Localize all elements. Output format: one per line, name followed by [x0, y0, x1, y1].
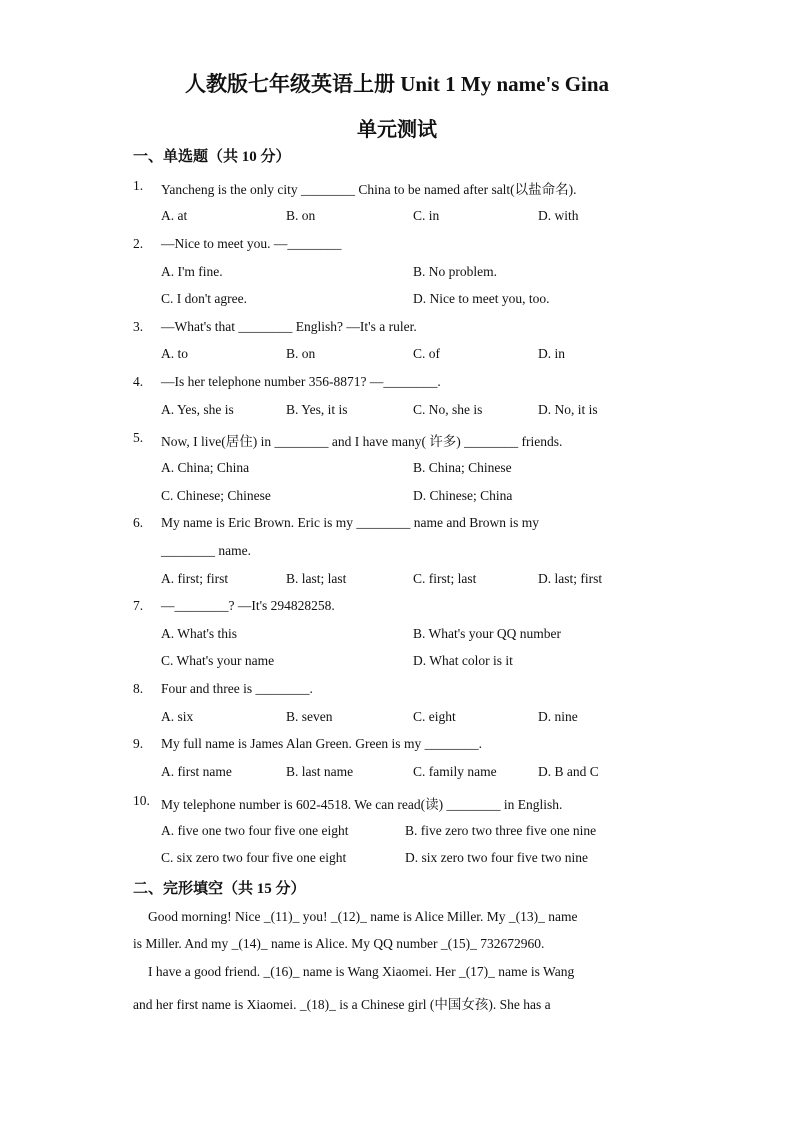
option-c: C. What's your name — [161, 653, 275, 668]
cloze-line: is Miller. And my _(14)_ name is Alice. My QQ number _(15)_ 732672960. — [133, 936, 545, 951]
option-a: A. first name — [161, 764, 232, 779]
option-d: D. Chinese; China — [413, 488, 513, 503]
question-stem: My telephone number is 602-4518. We can read(读) ________ in English. — [161, 797, 563, 812]
question-number: 3. — [133, 319, 144, 334]
option-c: C. first; last — [413, 571, 477, 586]
option-b: B. last; last — [286, 571, 347, 586]
question-number: 1. — [133, 178, 144, 193]
question-number: 4. — [133, 374, 144, 389]
question-stem: —Is her telephone number 356-8871? —________. — [161, 374, 441, 389]
option-b: B. What's your QQ number — [413, 626, 562, 641]
option-c: C. Chinese; Chinese — [161, 488, 271, 503]
question-number: 8. — [133, 681, 144, 696]
option-a: A. six — [161, 709, 194, 724]
option-a: A. What's this — [161, 626, 238, 641]
option-d: D. What color is it — [413, 653, 513, 668]
option-a: A. China; China — [161, 460, 250, 475]
question-number: 10. — [133, 793, 150, 808]
option-c: C. No, she is — [413, 402, 483, 417]
option-c: C. family name — [413, 764, 497, 779]
option-c: C. six zero two four five one eight — [161, 850, 347, 865]
cloze-line: and her first name is Xiaomei. _(18)_ is a Chinese girl (中国女孩). She has a — [133, 997, 551, 1012]
question-number: 9. — [133, 736, 144, 751]
question-stem-continued: ________ name. — [161, 543, 251, 558]
option-a: A. Yes, she is — [161, 402, 234, 417]
option-a: A. first; first — [161, 571, 229, 586]
option-d: D. No, it is — [538, 402, 598, 417]
option-b: B. on — [286, 208, 316, 223]
option-c: C. eight — [413, 709, 456, 724]
option-c: C. I don't agree. — [161, 291, 248, 306]
option-d: D. in — [538, 346, 565, 361]
option-b: B. five zero two three five one nine — [405, 823, 597, 838]
option-a: A. at — [161, 208, 188, 223]
option-d: D. last; first — [538, 571, 603, 586]
option-d: D. six zero two four five two nine — [405, 850, 588, 865]
option-b: B. seven — [286, 709, 333, 724]
option-d: D. nine — [538, 709, 578, 724]
question-number: 2. — [133, 236, 144, 251]
option-c: C. of — [413, 346, 440, 361]
question-stem: —________? —It's 294828258. — [161, 598, 335, 613]
option-a: A. five one two four five one eight — [161, 823, 349, 838]
option-a: A. to — [161, 346, 188, 361]
page-subtitle: 单元测试 — [357, 119, 437, 141]
question-stem: My name is Eric Brown. Eric is my ________ name and Brown is my — [161, 515, 539, 530]
question-stem: —What's that ________ English? —It's a ruler. — [161, 319, 417, 334]
question-stem: —Nice to meet you. —________ — [161, 236, 342, 251]
option-d: D. B and C — [538, 764, 599, 779]
question-stem: My full name is James Alan Green. Green is my ________. — [161, 736, 482, 751]
option-b: B. China; Chinese — [413, 460, 512, 475]
option-b: B. No problem. — [413, 264, 497, 279]
option-b: B. Yes, it is — [286, 402, 348, 417]
option-b: B. last name — [286, 764, 354, 779]
option-c: C. in — [413, 208, 440, 223]
option-d: D. Nice to meet you, too. — [413, 291, 550, 306]
option-b: B. on — [286, 346, 316, 361]
cloze-line: I have a good friend. _(16)_ name is Wang Xiaomei. Her _(17)_ name is Wang — [148, 964, 575, 979]
question-stem: Yancheng is the only city ________ China to be named after salt(以盐命名). — [161, 182, 577, 197]
question-number: 7. — [133, 598, 144, 613]
question-stem: Now, I live(居住) in ________ and I have many( 许多) ________ friends. — [161, 434, 563, 449]
cloze-line: Good morning! Nice _(11)_ you! _(12)_ name is Alice Miller. My _(13)_ name — [148, 909, 578, 924]
question-number: 6. — [133, 515, 144, 530]
page-title: 人教版七年级英语上册 Unit 1 My name's Gina — [184, 72, 610, 96]
section-heading-cloze: 二、完形填空（共 15 分） — [133, 881, 306, 897]
option-a: A. I'm fine. — [161, 264, 223, 279]
question-stem: Four and three is ________. — [161, 681, 313, 696]
section-heading-single-choice: 一、单选题（共 10 分） — [133, 149, 291, 165]
question-number: 5. — [133, 430, 144, 445]
option-d: D. with — [538, 208, 579, 223]
